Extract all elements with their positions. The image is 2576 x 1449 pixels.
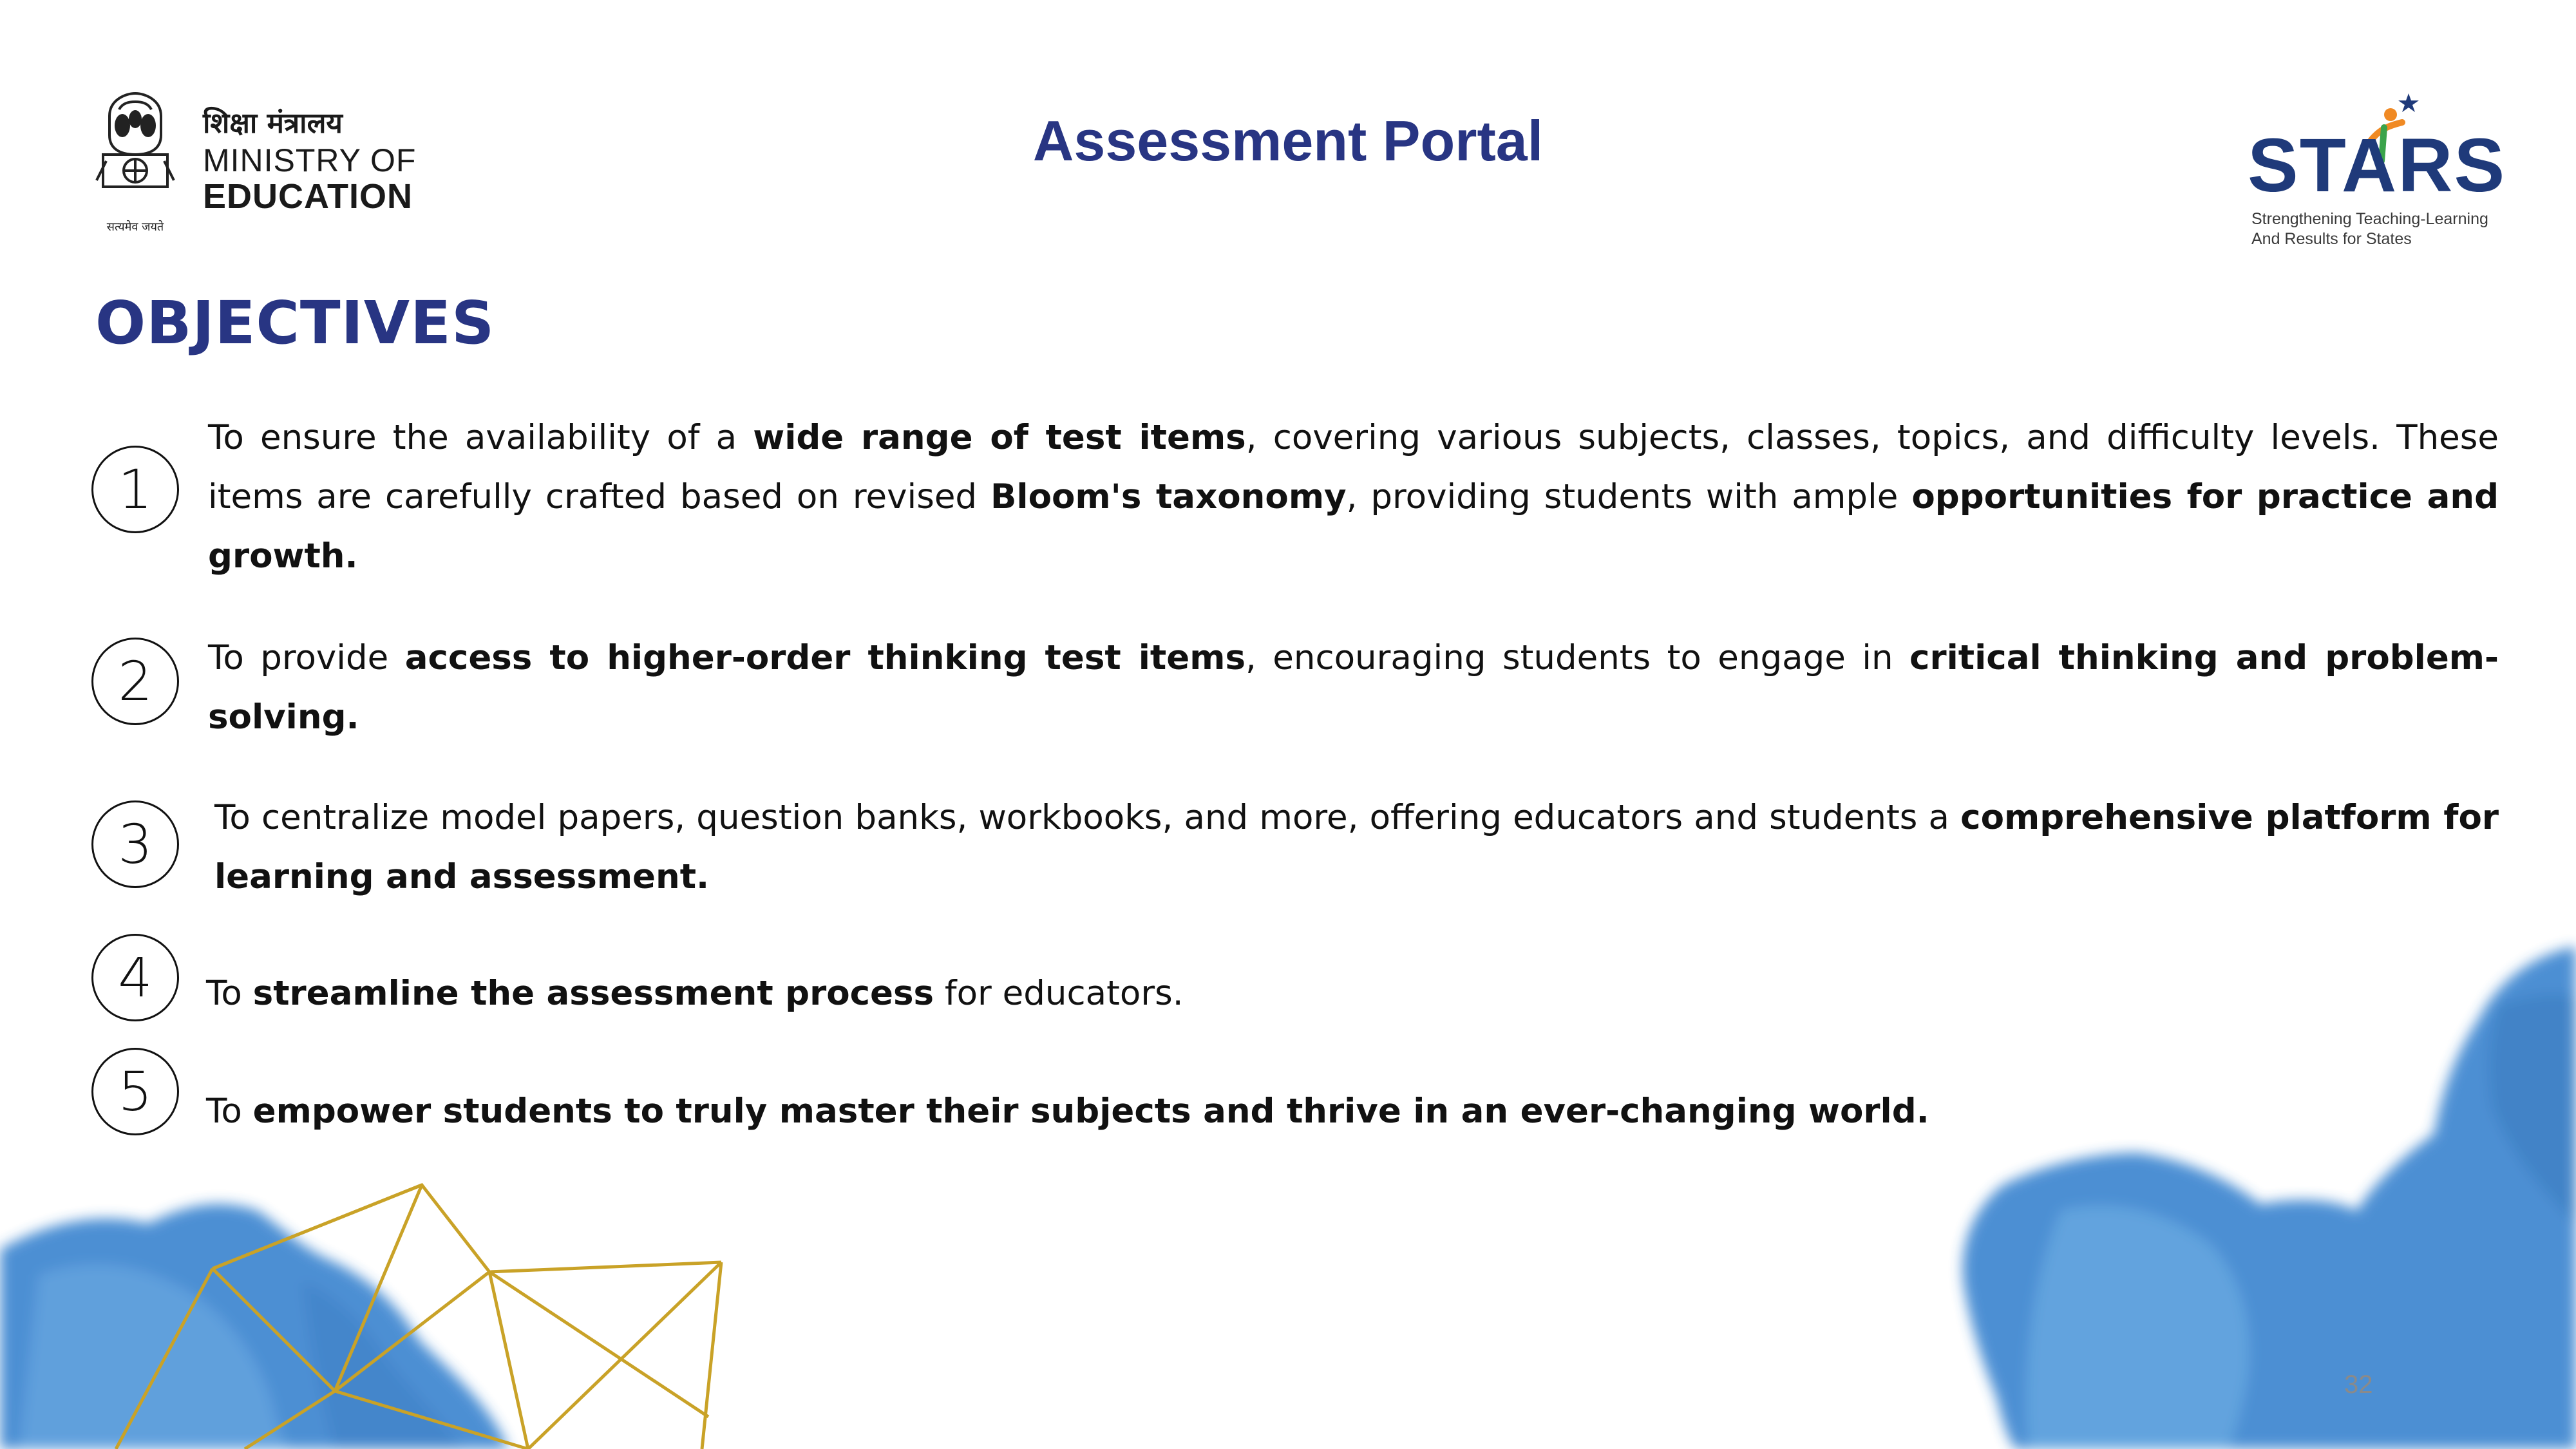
ministry-name-hindi: शिक्षा मंत्रालय: [203, 107, 343, 140]
objective-3-part-2: comprehensive platform for learning and assessment.: [214, 798, 2499, 896]
objective-4-text: [206, 964, 2499, 1023]
portal-title: Assessment Portal: [1032, 109, 1544, 173]
objective-1-part-1: To ensure the availability of a: [208, 418, 753, 457]
section-heading: OBJECTIVES: [95, 289, 495, 357]
objective-4-part-3: for educators.: [934, 974, 1184, 1013]
page-number: 32: [2344, 1370, 2373, 1399]
stars-logo: [2248, 90, 2518, 251]
objective-5-part-1: To: [206, 1092, 253, 1131]
objective-2-part-2: access to higher-order thinking test items: [404, 638, 1245, 677]
stars-tagline: [2251, 209, 2488, 250]
objective-number-3: 3: [91, 800, 179, 888]
objective-2-part-1: To provide: [208, 638, 405, 677]
objective-3-text: [214, 788, 2499, 907]
objective-3-part-1: To centralize model papers, question banks, workbooks, and more, offering educators and students a: [214, 798, 1961, 837]
objective-1-part-2: wide range of test items: [753, 418, 1246, 457]
objective-4-part-1: To: [206, 974, 253, 1013]
stars-tagline-line1: Strengthening Teaching-Learning: [2251, 210, 2488, 228]
objective-1-part-4: Bloom's taxonomy: [990, 477, 1347, 516]
objective-5-part-2: empower students to truly master their subjects and thrive in an ever-changing world.: [252, 1092, 1929, 1131]
objective-number-2: 2: [91, 638, 179, 725]
objective-1-part-5: , providing students with ample: [1346, 477, 1912, 516]
objective-1-text: [208, 408, 2499, 586]
objective-2-part-4: critical thinking and problem-solving.: [208, 638, 2499, 737]
watercolor-left: [0, 1204, 509, 1449]
stars-tagline-line2: And Results for States: [2251, 230, 2412, 249]
objective-2-part-3: , encouraging students to engage in: [1245, 638, 1910, 677]
objective-2-text: [208, 629, 2499, 747]
objective-number-1: 1: [91, 446, 179, 533]
objective-4-part-2: streamline the assessment process: [252, 974, 934, 1013]
ministry-name-line1: MINISTRY OF: [203, 142, 417, 178]
objective-number-5: 5: [91, 1048, 179, 1135]
stars-wordmark: STARS: [2248, 123, 2506, 208]
ministry-name-line2: EDUCATION: [203, 177, 413, 216]
objective-5-text: [206, 1082, 2499, 1141]
objective-number-4: 4: [91, 934, 179, 1021]
objective-1-part-6: opportunities for practice and growth.: [208, 477, 2499, 576]
emblem-motto: सत्यमेव जयते: [106, 220, 164, 234]
objective-1-part-3: , covering various subjects, classes, topics, and difficulty levels. These items are carefully crafted based on revised: [208, 418, 2499, 516]
